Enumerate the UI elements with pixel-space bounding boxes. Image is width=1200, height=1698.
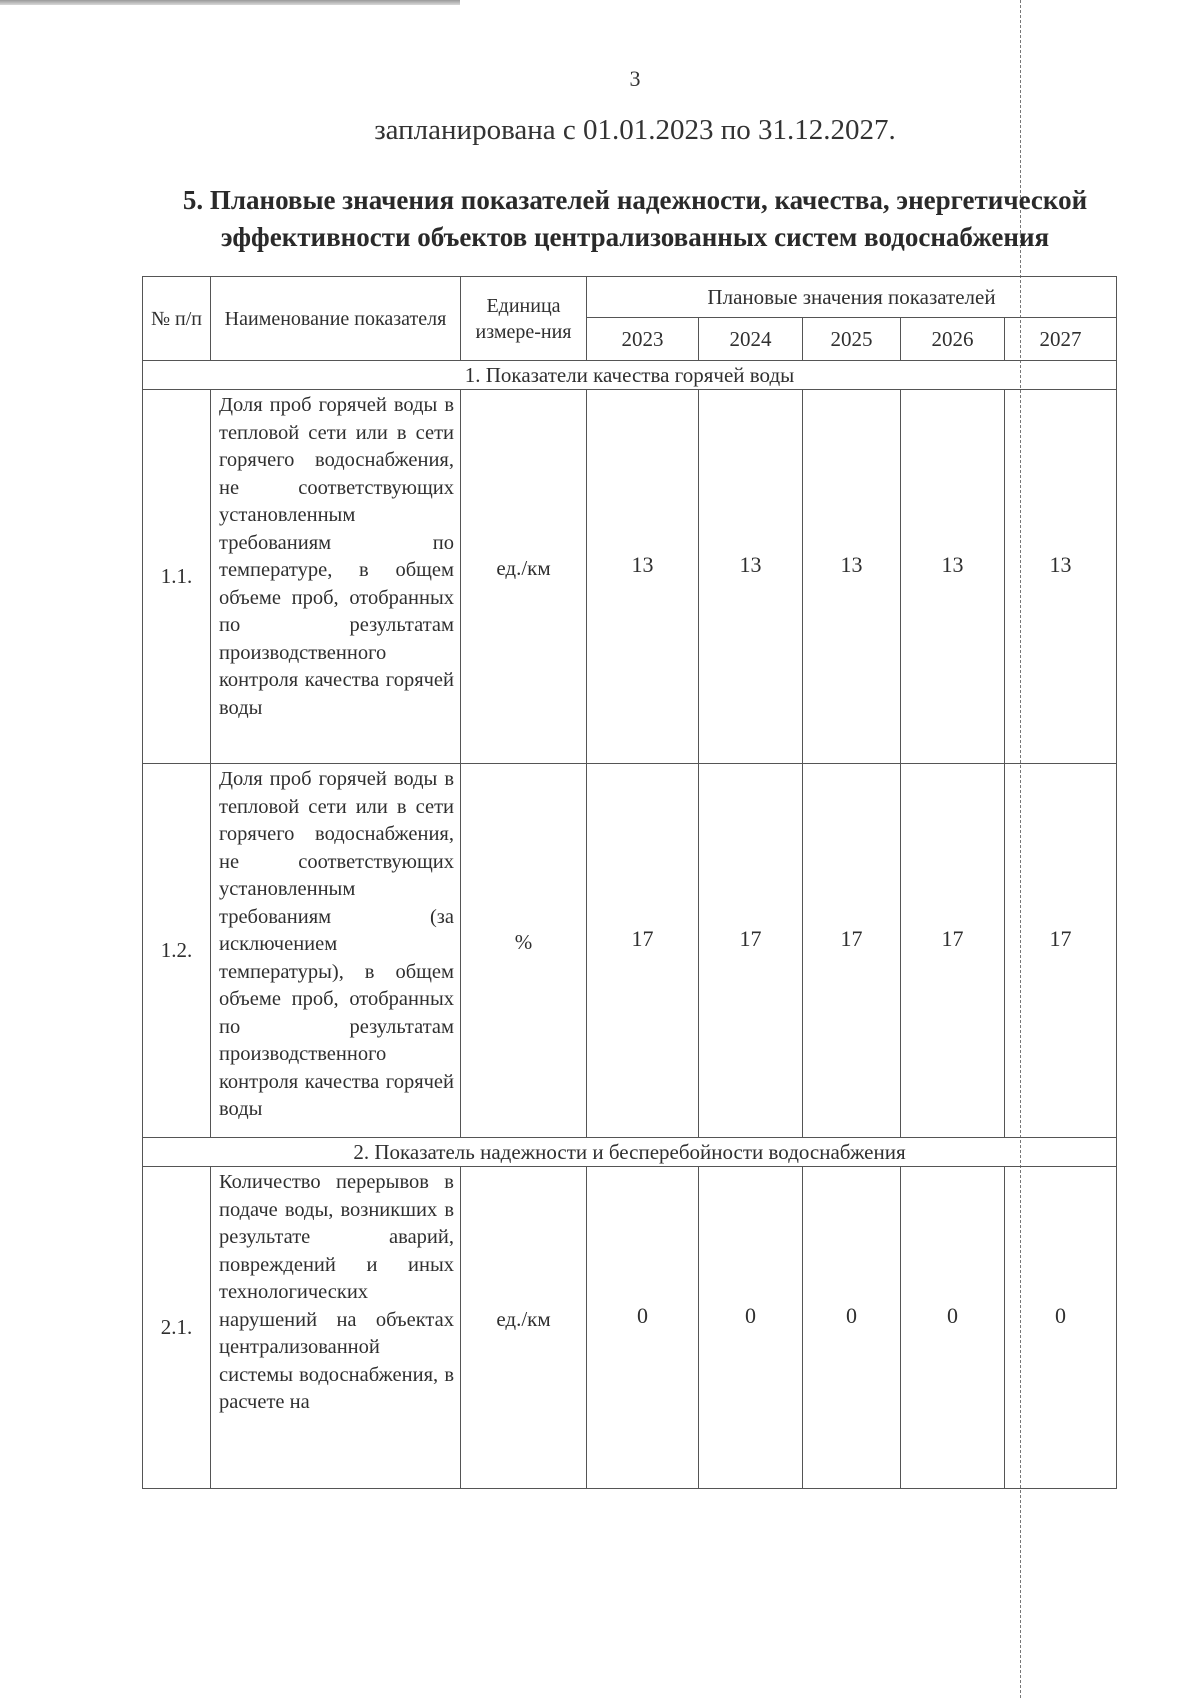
- indicators-table: [142, 276, 1117, 1489]
- row-value: 13: [699, 390, 803, 764]
- row-value: 17: [901, 764, 1005, 1138]
- row-name: Количество перерывов в подаче воды, возникших в результате аварий, повреждений и иных технологических нарушений на объектах централизованной системы водоснабжения, в расчете на: [211, 1167, 461, 1489]
- scan-edge-mark: [0, 0, 460, 5]
- row-value: 0: [901, 1167, 1005, 1489]
- header-year: 2027: [1005, 318, 1117, 361]
- header-number: № п/п: [143, 277, 211, 361]
- row-value: 13: [587, 390, 699, 764]
- row-value: 13: [803, 390, 901, 764]
- heading-line-2: эффективности объектов централизованных систем водоснабжения: [220, 222, 1050, 252]
- row-value: 17: [1005, 764, 1117, 1138]
- table-row: [143, 390, 1117, 764]
- section-row: [143, 361, 1117, 390]
- heading-line-1: 5. Плановые значения показателей надежности, качества, энергетической: [182, 185, 1088, 215]
- row-name: Доля проб горячей воды в тепловой сети или в сети горячего водоснабжения, не соответствующих установленным требованиям по температуре, в общем объеме проб, отобранных по результатам производственного контроля качества горячей воды: [211, 390, 461, 764]
- header-unit: Единица измере-ния: [461, 277, 587, 361]
- row-value: 17: [699, 764, 803, 1138]
- row-value: 0: [587, 1167, 699, 1489]
- page-number: 3: [629, 66, 641, 91]
- row-number: 1.2.: [143, 764, 211, 1138]
- row-value: 0: [699, 1167, 803, 1489]
- row-value: 17: [803, 764, 901, 1138]
- row-unit: ед./км: [461, 390, 587, 764]
- header-year: 2024: [699, 318, 803, 361]
- header-year: 2023: [587, 318, 699, 361]
- header-year: 2025: [803, 318, 901, 361]
- row-value: 17: [587, 764, 699, 1138]
- row-unit: ед./км: [461, 1167, 587, 1489]
- header-plan-values: Плановые значения показателей: [587, 277, 1117, 318]
- row-value: 0: [803, 1167, 901, 1489]
- row-value: 13: [1005, 390, 1117, 764]
- header-name: Наименование показателя: [211, 277, 461, 361]
- section-title: 1. Показатели качества горячей воды: [143, 361, 1117, 390]
- table-row: [143, 764, 1117, 1138]
- row-number: 2.1.: [143, 1167, 211, 1489]
- table-row: [143, 1167, 1117, 1489]
- row-unit: %: [461, 764, 587, 1138]
- row-name: Доля проб горячей воды в тепловой сети или в сети горячего водоснабжения, не соответствующих установленным требованиям (за исключением температуры), в общем объеме проб, отобранных по результатам производственного контроля качества горячей воды: [211, 764, 461, 1138]
- row-value: 13: [901, 390, 1005, 764]
- section-title: 2. Показатель надежности и бесперебойности водоснабжения: [143, 1138, 1117, 1167]
- section-row: [143, 1138, 1117, 1167]
- section-heading: [145, 182, 1125, 256]
- header-year: 2026: [901, 318, 1005, 361]
- row-value: 0: [1005, 1167, 1117, 1489]
- intro-line: запланирована с 01.01.2023 по 31.12.2027.: [374, 114, 896, 146]
- header-row-1: [143, 277, 1117, 318]
- row-number: 1.1.: [143, 390, 211, 764]
